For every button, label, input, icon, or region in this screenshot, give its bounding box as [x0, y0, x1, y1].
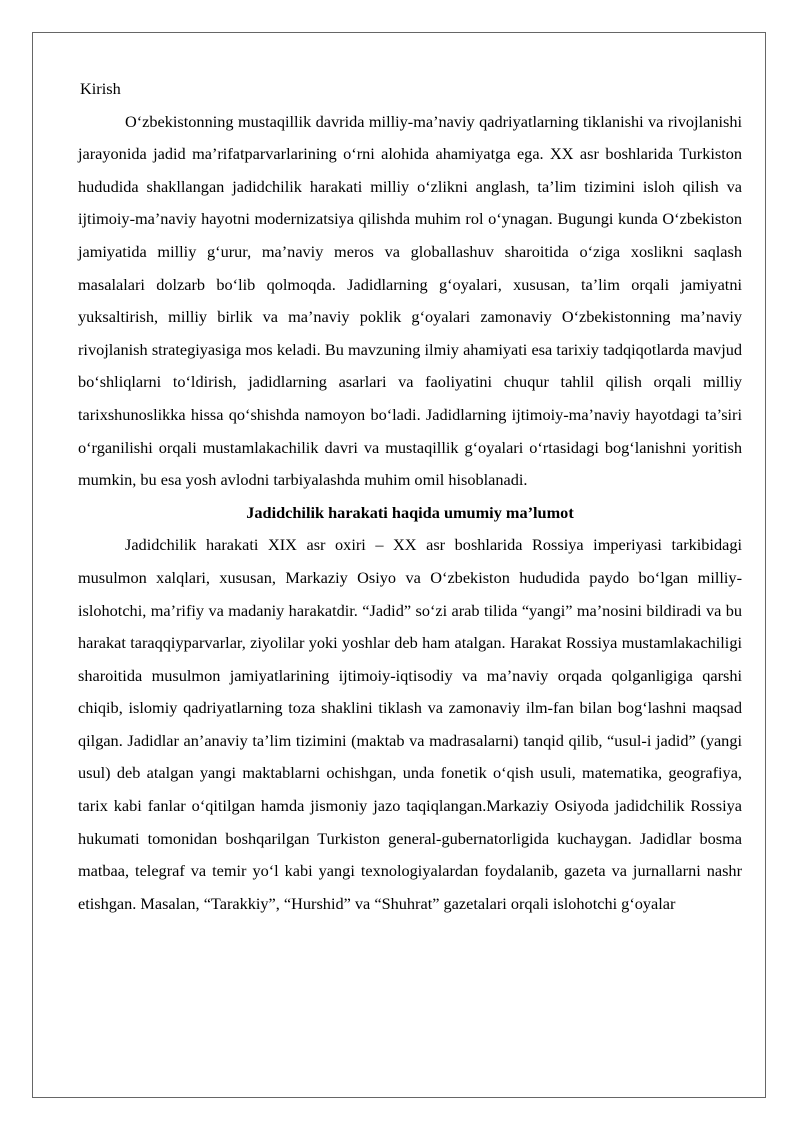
- section-heading: Jadidchilik harakati haqida umumiy ma’lumot: [246, 502, 574, 522]
- section-paragraph: Jadidchilik harakati XIX asr oxiri – XX asr boshlarida Rossiya imperiyasi tarkibidagi musulmon xalqlari, xususan, Markaziy Osiyo va O‘zbekiston hududida paydo bo‘lgan milliy-islohotchi, ma’rifiy va madaniy harakatdir. “Jadid” so‘zi arab tilida “yangi” ma’nosini bildiradi va bu harakat taraqqiyparvarlar, ziyolilar yoki yoshlar deb ham atalgan. Harakat Rossiya mustamlakachiligi sharoitida musulmon jamiyatlarining ijtimoiy-iqtisodiy va ma’naviy orqada qolganligiga qarshi chiqib, islomiy qadriyatlarning toza shaklini tiklash va zamonaviy ilm-fan bilan bog‘lashni maqsad qilgan. Jadidlar an’anaviy ta’lim tizimini (maktab va madrasalarni) tanqid qilib, “usul-i jadid” (yangi usul) deb atalgan yangi maktablarni ochishgan, unda fonetik o‘qish usuli, matematika, geografiya, tarix kabi fanlar o‘qitilgan hamda jismoniy jazo taqiqlangan.Markaziy Osiyoda jadidchilik Rossiya hukumati tomonidan boshqarilgan Turkiston general-gubernatorligida kuchaygan. Jadidlar bosma matbaa, telegraf va temir yo‘l kabi yangi texnologiyalardan foydalanib, gazeta va jurnallarni nashr etishgan. Masalan, “Tarakkiy”, “Hurshid” va “Shuhrat” gazetalari orqali islohotchi g‘oyalar: [78, 535, 742, 913]
- intro-heading: Kirish: [80, 79, 121, 98]
- intro-paragraph: O‘zbekistonning mustaqillik davrida milliy-ma’naviy qadriyatlarning tiklanishi va rivojlanishi jarayonida jadid ma’rifatparvarlarining o‘rni alohida ahamiyatga ega. XX asr boshlarida Turkiston hududida shakllangan jadidchilik harakati milliy o‘zlikni anglash, ta’lim tizimini isloh qilish va ijtimoiy-ma’naviy hayotni modernizatsiya qilishda muhim rol o‘ynagan. Bugungi kunda O‘zbekiston jamiyatida milliy g‘urur, ma’naviy meros va globallashuv sharoitida o‘ziga xoslikni saqlash masalalari dolzarb bo‘lib qolmoqda. Jadidlarning g‘oyalari, xususan, ta’lim orqali jamiyatni yuksaltirish, milliy birlik va ma’naviy poklik g‘oyalari zamonaviy O‘zbekistonning ma’naviy rivojlanish strategiyasiga mos keladi. Bu mavzuning ilmiy ahamiyati esa tarixiy tadqiqotlarda mavjud bo‘shliqlarni to‘ldirish, jadidlarning asarlari va faoliyatini chuqur tahlil qilish orqali milliy tarixshunoslikka hissa qo‘shishda namoyon bo‘ladi. Jadidlarning ijtimoiy-ma’naviy hayotdagi ta’siri o‘rganilishi orqali mustamlakachilik davri va mustaqillik g‘oyalari o‘rtasidagi bog‘lanishni yoritish mumkin, bu esa yosh avlodni tarbiyalashda muhim omil hisoblanadi.: [78, 111, 742, 490]
- document-body: [78, 73, 742, 920]
